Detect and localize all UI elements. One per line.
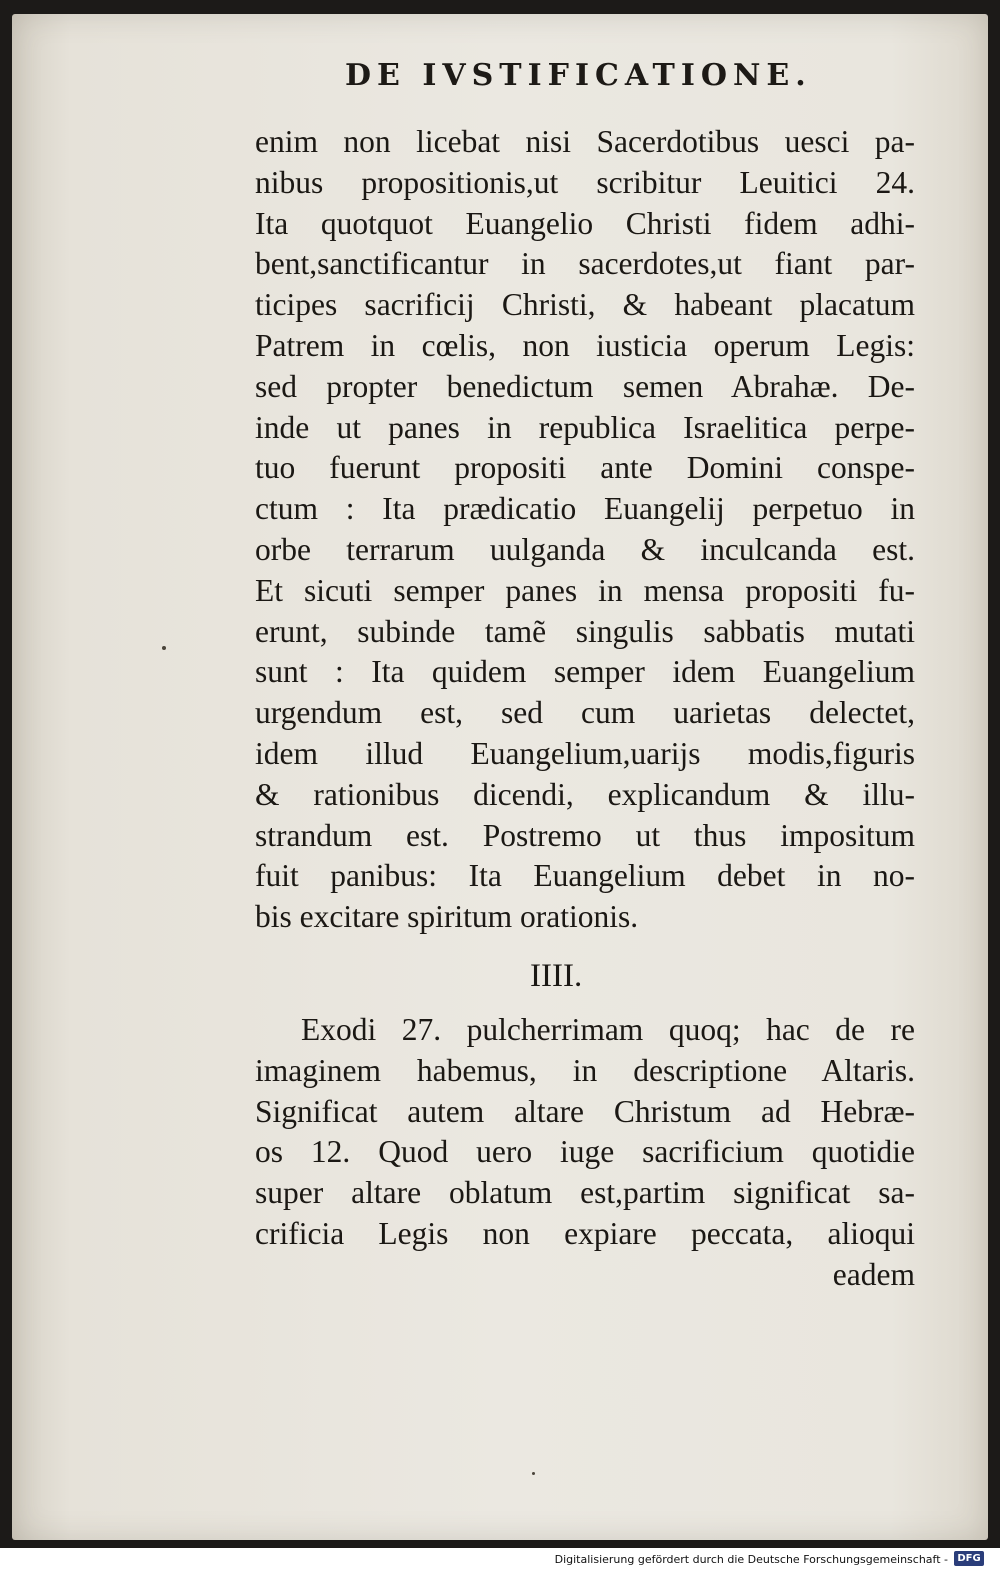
text-line: enim non licebat nisi Sacerdotibus uesci pa- [255,124,915,159]
text-line: sunt : Ita quidem semper idem Euangelium [255,654,915,690]
text-line: nibus propositionis,ut scribitur Leuitici 24. [255,164,915,200]
text-line: orbe terrarum uulganda & inculcanda est. [255,531,915,567]
text-line: idem illud Euangelium,uarijs modis,figuris [255,735,915,771]
dfg-logo-icon: DFG [954,1551,984,1566]
text-line: strandum est. Postremo ut thus impositum [255,817,915,853]
text-line: Ita quotquot Euangelio Christi fidem adhi- [255,205,915,241]
paper-speck [532,1472,535,1475]
text-line: inde ut panes in republica Israelitica perpe- [255,409,915,445]
running-head: DE IVSTIFICATIONE. [345,58,812,93]
text-line: imaginem habemus, in descriptione Altaris. [255,1052,915,1088]
text-line: fuit panibus: Ita Euangelium debet in no- [255,858,915,894]
text-line: sed propter benedictum semen Abrahæ. De- [255,368,915,404]
text-line: bent,sanctificantur in sacerdotes,ut fiant par- [255,246,915,282]
text-line: os 12. Quod uero iuge sacrificium quotidie [255,1134,915,1170]
paragraph-1 [255,122,915,938]
text-line: Patrem in cœlis, non iusticia operum Legis: [255,327,915,363]
text-line: super altare oblatum est,partim significat sa- [255,1175,915,1211]
funding-credit: Digitalisierung gefördert durch die Deutsche Forschungsgemeinschaft - [554,1553,948,1566]
text-line: Exodi 27. pulcherrimam quoq; hac de re [301,1012,915,1047]
paper-speck [162,646,166,650]
text-line: crificia Legis non expiare peccata, alioqui [255,1215,915,1251]
catchword: eadem [832,1256,915,1292]
text-line: urgendum est, sed cum uarietas delectet, [255,695,915,731]
paragraph-2 [255,1010,915,1296]
text-line: & rationibus dicendi, explicandum & illu- [255,776,915,812]
text-line: tuo fuerunt propositi ante Domini conspe- [255,450,915,486]
section-number: IIII. [530,958,583,994]
text-line: bis excitare spiritum orationis. [255,899,639,935]
text-line: ctum : Ita prædicatio Euangelij perpetuo in [255,491,915,527]
text-line: ticipes sacrificij Christi, & habeant placatum [255,287,915,323]
text-line: Significat autem altare Christum ad Hebræ- [255,1093,915,1129]
text-line: Et sicuti semper panes in mensa propositi fu- [255,572,915,608]
text-line: erunt, subinde tamẽ singulis sabbatis mutati [255,613,915,649]
